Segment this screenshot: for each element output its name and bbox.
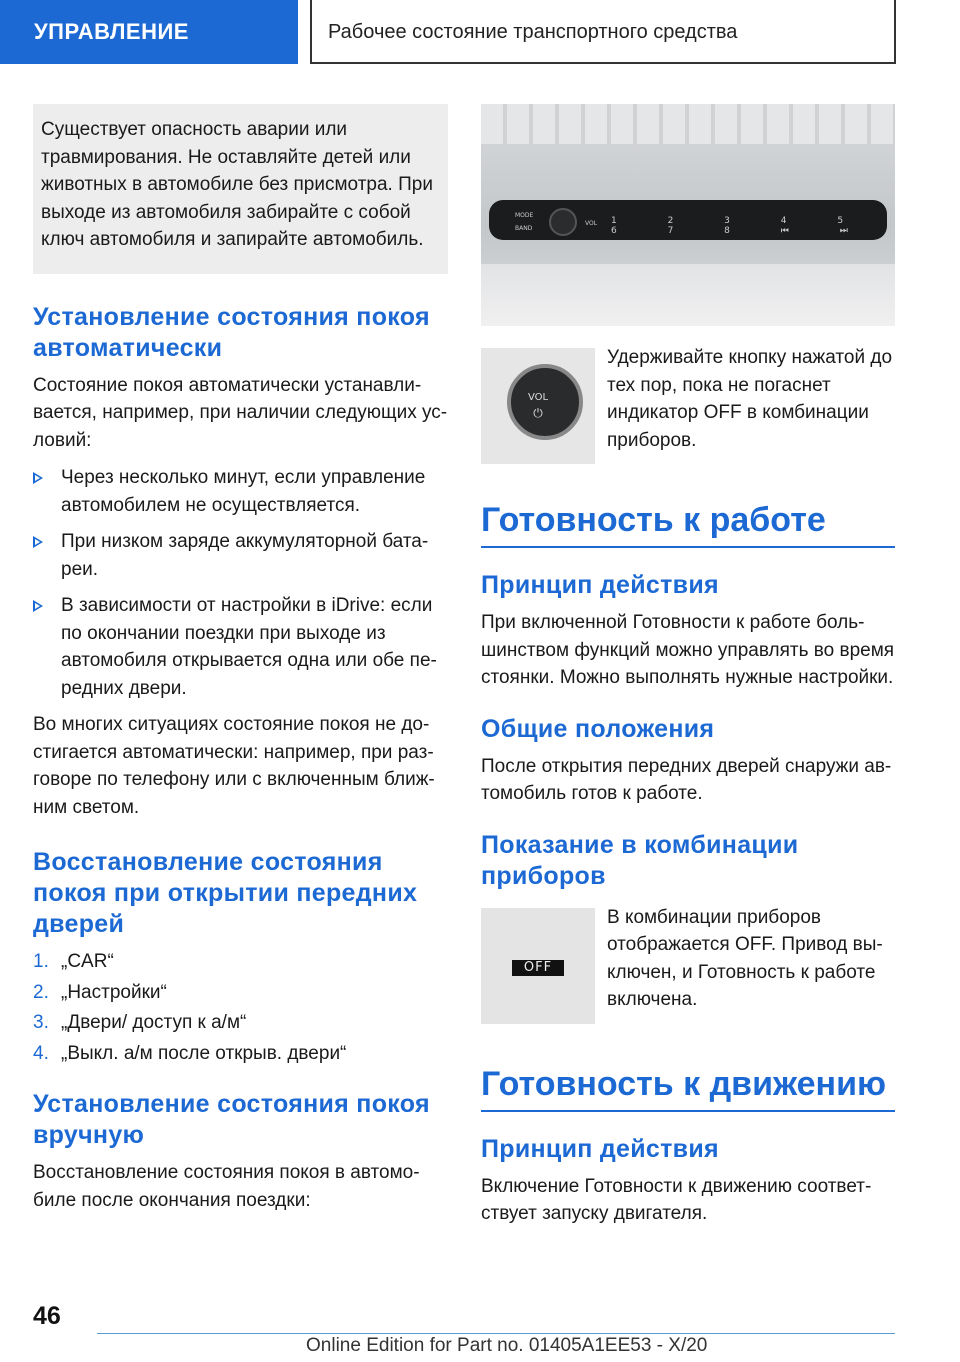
band-label: BAND [515, 225, 533, 232]
heading-manual-standby: Установление состояния покоя вручную [33, 1090, 430, 1149]
list-item: Через несколько минут, если управление автомобилем не осуществляется. [33, 464, 448, 519]
knob-instruction [481, 348, 895, 464]
heading-instrument-display: Показание в комбинации приборов [481, 830, 799, 890]
right-column [481, 104, 895, 1228]
volume-knob-image [481, 348, 595, 464]
page-number: 46 [33, 1302, 61, 1330]
chapter-title: Рабочее состояние транспортного средства [310, 0, 896, 64]
triangle-bullet-icon [33, 536, 43, 548]
dashboard-lower [481, 264, 895, 326]
step-item: 3. „Двери/ доступ к а/м“ [33, 1012, 247, 1033]
step-item: 4. „Выкл. а/м после открыв. двери“ [33, 1042, 347, 1064]
step-item: 1. „CAR“ [33, 951, 114, 972]
list-item: В зависимости от настройки в iDrive: если по окончании поездки при выходе из автомобиля открывается одна или обе передних двери. [33, 592, 448, 702]
left-column [33, 104, 448, 1214]
heading-principle-1: Принцип действия [481, 571, 719, 599]
heading-auto-standby: Установление состояния покоя автоматически [33, 302, 430, 362]
heading-general: Общие положения [481, 714, 715, 743]
paragraph-many-situations: Во многих ситуациях состояние покоя не достигается автоматически: например, при разговоре по телефону или с включенным ближним светом. [33, 714, 435, 818]
conditions-list [33, 464, 448, 702]
triangle-bullet-icon [33, 600, 43, 612]
heading-ready-to-drive: Готовность к движению [481, 1062, 895, 1112]
warning-text: Существует опасность аварии или травмирования. Не оставляйте детей или животных в автомобиле без присмотра. При выходе из автомобиля забирайте с собой ключ автомобиля и запирайте автомобиль. [41, 119, 433, 250]
volume-knob-icon [549, 208, 577, 236]
preset-keys: 1 2 3 4 5 6 7 8 ⏮ ⏭ [611, 216, 872, 236]
footer-edition: Online Edition for Part no. 01405A1EE53 - X/20 [306, 1335, 708, 1356]
display-text: В комбинации приборов отображается OFF. Привод выключен, и Готовность к работе включена. [607, 906, 883, 1010]
off-indicator-icon: OFF [512, 960, 564, 976]
paragraph-principle-1: При включенной Готовности к работе большинством функций можно управлять во время стоянки. Можно выполнять нужные настройки. [481, 612, 895, 688]
step-item: 2. „Настройки“ [33, 981, 167, 1003]
list-item: При низком заряде аккумуляторной батареи. [33, 528, 448, 583]
vol-label: VOL [585, 220, 598, 227]
heading-ready-to-operate: Готовность к работе [481, 498, 895, 548]
paragraph-auto-standby: Состояние покоя автоматически устанавливается, например, при наличии следующих условий: [33, 374, 448, 451]
steps-list [33, 948, 448, 1067]
warning-box [33, 104, 448, 274]
section-tab: УПРАВЛЕНИЕ [0, 0, 298, 64]
paragraph-general: После открытия передних дверей снаружи автомобиль готов к работе. [481, 755, 892, 804]
paragraph-principle-2: Включение Готовности к движению соответствует запуску двигателя. [481, 1175, 872, 1224]
paragraph-manual-standby: Восстановление состояния покоя в автомобиле после окончания поездки: [33, 1162, 420, 1211]
footer-divider [97, 1333, 895, 1334]
power-icon: ⏻ [533, 406, 543, 420]
heading-restore-standby: Восстановление состояния покоя при открытии передних дверей [33, 848, 418, 938]
triangle-bullet-icon [33, 472, 43, 484]
off-indicator-row [481, 908, 895, 1024]
off-indicator-image [481, 908, 595, 1024]
knob-vol-label: VOL [527, 392, 549, 403]
radio-panel-image [481, 104, 895, 326]
heading-principle-2: Принцип действия [481, 1134, 719, 1163]
knob-text: Удерживайте кнопку нажатой до тех пор, пока не погаснет индикатор OFF в комбинации приборов. [607, 347, 893, 451]
mode-label: MODE [515, 212, 534, 219]
air-vent [481, 104, 895, 144]
